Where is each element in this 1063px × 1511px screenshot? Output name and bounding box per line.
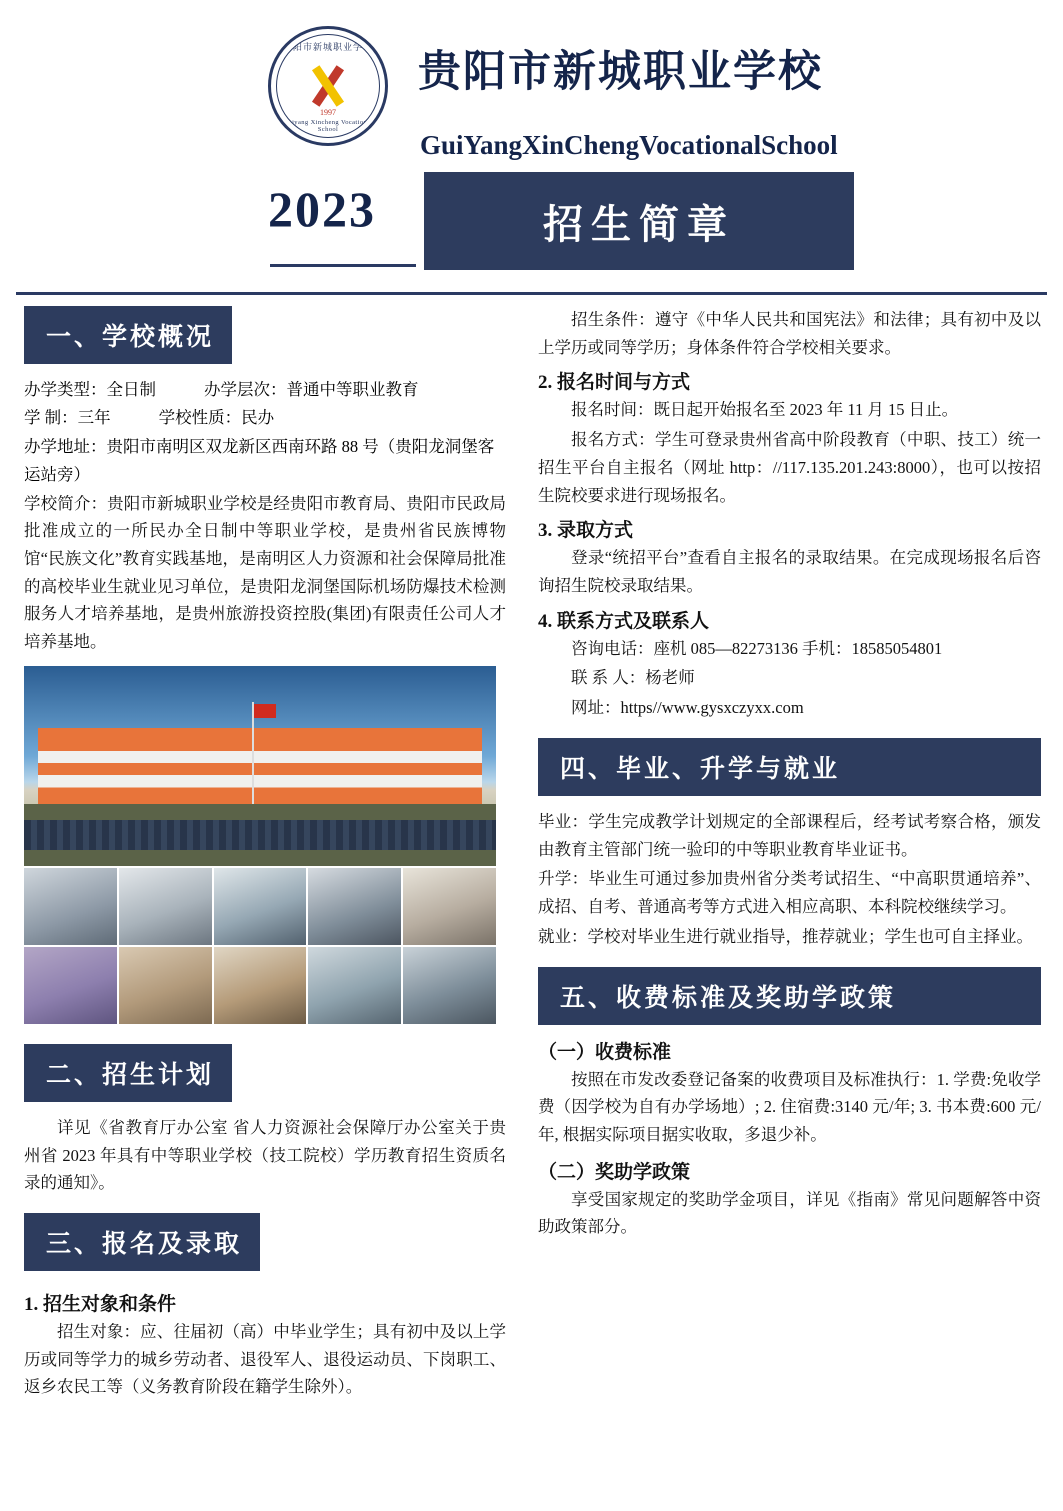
- admission-targets-text: 招生对象：应、往届初（高）中毕业学生；具有初中及以上学历或同等学力的城乡劳动者、退役军人、退役运动员、下岗职工、返乡农民工等（义务教育阶段在籍学生除外）。: [24, 1321, 506, 1397]
- logo-inner: [276, 34, 380, 138]
- subheading-admission-method: 3. 录取方式: [538, 520, 634, 542]
- year-label: 2023: [268, 181, 376, 237]
- employment-paragraph: [538, 923, 1041, 951]
- label-further-study: 升学：: [538, 869, 589, 889]
- logo-ring-top-text: 贵阳市新城职业学校: [282, 42, 373, 52]
- school-logo: [268, 26, 388, 146]
- subheading-application-time-method: 2. 报名时间与方式: [538, 372, 691, 394]
- facility-photo: [308, 947, 401, 1024]
- subheading-fee-standard: （一）收费标准: [538, 1041, 672, 1063]
- value-employment: 学校对毕业生进行就业指导，推荐就业；学生也可自主择业。: [587, 926, 1033, 946]
- fee-standard-text: 按照在市发改委登记备案的收费项目及标准执行：1. 学费:免收学费（因学校为自有办学场地）; 2. 住宿费:3140 元/年; 3. 书本费:600 元/年, 根据实际项目据实收取，多退少补。: [538, 1069, 1041, 1144]
- section-title-graduation-employment: 四、毕业、升学与就业: [538, 738, 1041, 796]
- facility-photo: [214, 947, 307, 1024]
- contact-phone-text: 咨询电话：座机 085—82273136 手机：18585054801: [571, 638, 943, 658]
- facility-photo: [403, 868, 496, 945]
- value-further-study: 毕业生可通过参加贵州省分类考试招生、“中高职贯通培养”、成招、自考、普通高考等方式进入相应高职、本科院校继续学习。: [538, 869, 1041, 917]
- application-method-text: 报名方式：学生可登录贵州省高中阶段教育（中职、技工）统一招生平台自主报名（网址 http：//117.135.201.243:8000），也可以按招生院校要求进行现场报名。: [538, 430, 1041, 505]
- label-school-address: 办学地址：: [24, 436, 107, 456]
- subheading-targets-conditions: 1. 招生对象和条件: [24, 1293, 177, 1315]
- label-school-system: 学 制：: [24, 408, 78, 428]
- facility-photo: [119, 947, 212, 1024]
- label-school-type: 办学类型：: [24, 380, 107, 399]
- label-school-level: 办学层次：: [204, 380, 287, 399]
- admission-conditions-text: 招生条件：遵守《中华人民共和国宪法》和法律；具有初中及以上学历或同等学历；身体条件符合学校相关要求。: [538, 310, 1041, 357]
- facility-photo: [119, 868, 212, 945]
- page-header: [0, 0, 1063, 296]
- subsidy-policy-text: 享受国家规定的奖助学金项目，详见《指南》常见问题解答中资助政策部分。: [538, 1189, 1041, 1237]
- value-school-system: 三年: [77, 408, 111, 428]
- further-study-paragraph: [538, 865, 1041, 920]
- graduation-paragraph: [538, 808, 1041, 863]
- info-row-system: [24, 404, 506, 432]
- facility-photo: [24, 868, 117, 945]
- section-title-school-overview: 一、学校概况: [24, 306, 232, 364]
- label-school-nature: 学校性质：: [158, 408, 242, 428]
- application-time-text: 报名时间：既日起开始报名至 2023 年 11 月 15 日止。: [571, 400, 959, 420]
- logo-ring-bottom-text: Guiyang Xincheng Vocational School: [283, 119, 373, 133]
- section-title-enrollment-plan: 二、招生计划: [24, 1044, 232, 1102]
- label-graduation: 毕业：: [538, 811, 589, 831]
- facility-photo: [403, 947, 496, 1024]
- facility-photo: [24, 947, 117, 1024]
- label-employment: 就业：: [538, 926, 588, 946]
- campus-photo-grid: [24, 868, 496, 1024]
- value-school-level: 普通中等职业教育: [286, 380, 419, 399]
- header-divider: [16, 292, 1047, 295]
- subheading-contact: 4. 联系方式及联系人: [538, 610, 710, 632]
- value-graduation: 学生完成教学计划规定的全部课程后，经考试考察合格，颁发由教育主管部门统一验印的中等职业教育毕业证书。: [538, 811, 1042, 859]
- facility-photo: [214, 868, 307, 945]
- left-column: [0, 306, 520, 1403]
- contact-website-text: 网址：https//www.gysxczyxx.com: [571, 698, 804, 718]
- section-title-application-admission: 三、报名及录取: [24, 1213, 260, 1271]
- admission-method-text: 登录“统招平台”查看自主报名的录取结果。在完成现场报名后咨询招生院校录取结果。: [538, 548, 1041, 596]
- year-underline-divider: [270, 264, 416, 267]
- enrollment-plan-text: 详见《省教育厅办公室 省人力资源社会保障厅办公室关于贵州省 2023 年具有中等职业学校（技工院校）学历教育招生资质名录的通知》。: [24, 1117, 506, 1193]
- subheading-subsidy-policy: （二）奖助学政策: [538, 1161, 691, 1183]
- brochure-title-banner: 招生简章: [424, 172, 854, 270]
- contact-person-text: 联 系 人：杨老师: [571, 668, 695, 688]
- school-intro-paragraph: [24, 490, 506, 656]
- school-name: 贵阳市新城职业学校: [418, 49, 823, 96]
- campus-photo-main: [24, 666, 496, 866]
- right-column: [520, 306, 1063, 1403]
- value-school-address: 贵阳市南明区双龙新区西南环路 88 号（贵阳龙洞堡客运站旁）: [24, 436, 495, 485]
- value-school-nature: 民办: [241, 408, 275, 428]
- label-school-intro: 学校简介：: [24, 493, 108, 513]
- info-row-type: [24, 376, 506, 404]
- value-school-type: 全日制: [106, 380, 156, 399]
- facility-photo: [308, 868, 401, 945]
- content-columns: [0, 306, 1063, 1403]
- campus-students-row: [24, 820, 496, 850]
- logo-emblem-icon: [300, 64, 356, 108]
- info-row-address: [24, 433, 506, 490]
- section-title-fees-subsidies: 五、收费标准及奖助学政策: [538, 967, 1041, 1025]
- school-name-english: GuiYangXinChengVocationalSchool: [420, 130, 838, 160]
- value-school-intro: 贵阳市新城职业学校是经贵阳市教育局、贵阳市民政局批准成立的一所民办全日制中等职业学校，是贵州省民族博物馆“民族文化”教育实践基地，是南明区人力资源和社会保障局批准的高校毕业生就业见习单位，是贵阳龙洞堡国际机场防爆技术检测服务人才培养基地，是贵州旅游投资控股(集团)有限责任公司人才培养基地。: [24, 493, 506, 652]
- logo-year: 1997: [320, 108, 336, 117]
- flagpole-icon: [252, 702, 254, 812]
- campus-building: [38, 728, 482, 804]
